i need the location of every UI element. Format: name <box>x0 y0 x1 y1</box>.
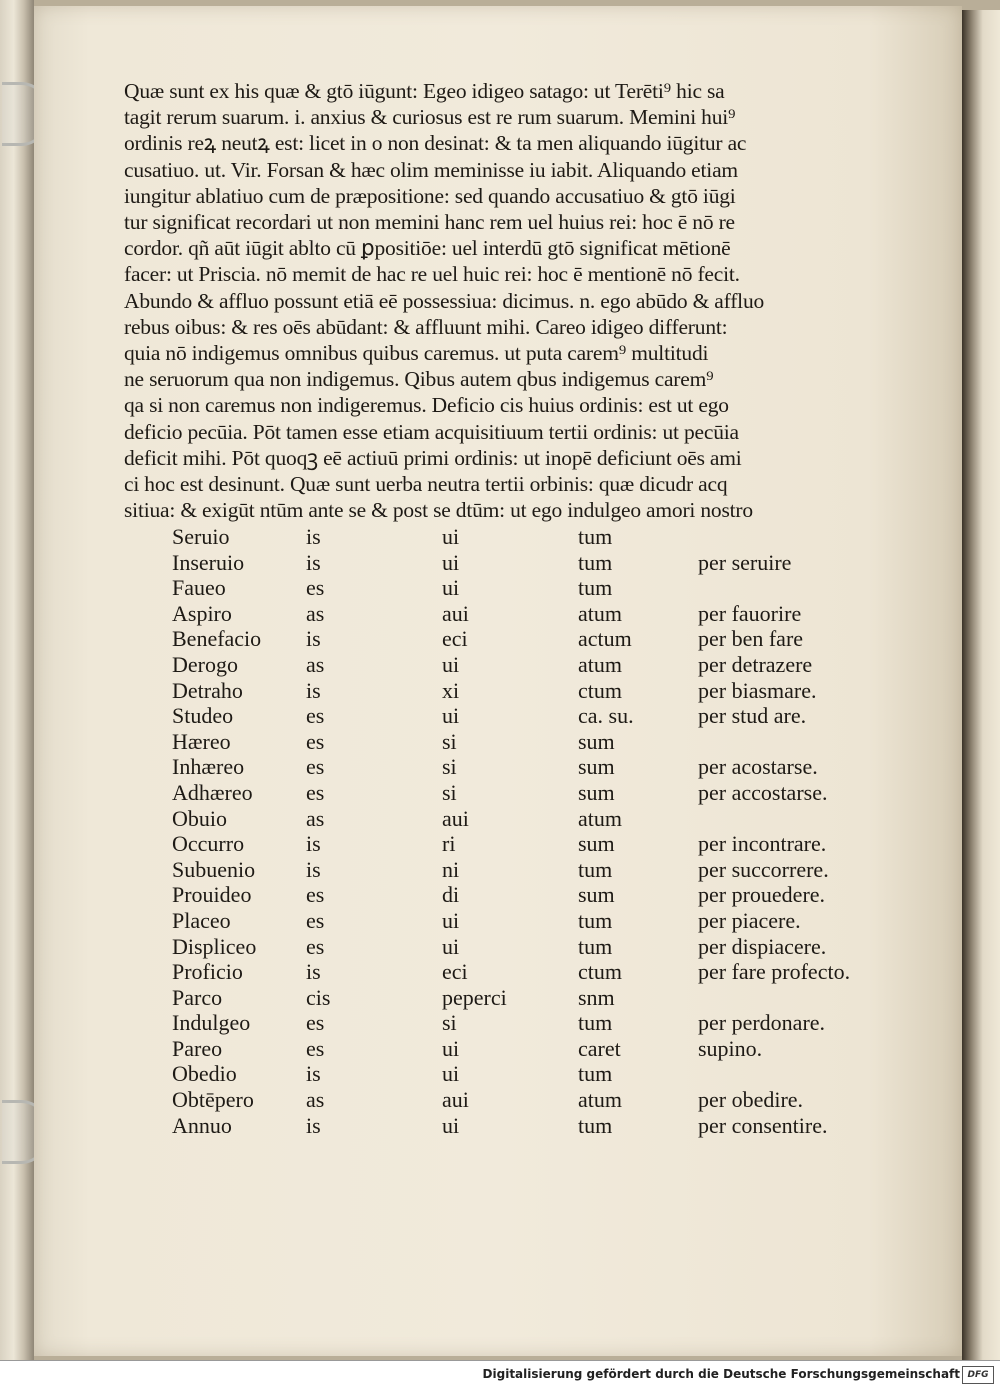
verb-perfect: ui <box>442 549 460 575</box>
text-line: iungitur ablatiuo cum de præpositione: sed quando accusatiuo & gtō iūgi <box>124 183 736 208</box>
verb-perfect: ui <box>442 1061 460 1087</box>
verb-perfect: peperci <box>442 984 507 1010</box>
verb-second-person: is <box>306 831 321 857</box>
verb-perfect: ui <box>442 907 460 933</box>
verb-meaning: per dispiacere. <box>698 933 827 959</box>
verb-perfect: aui <box>442 805 469 831</box>
verb-word: Parco <box>172 984 223 1010</box>
verb-word: Occurro <box>172 831 245 857</box>
verb-word: Inseruio <box>172 549 245 575</box>
verb-supine: tum <box>578 549 613 575</box>
verb-perfect: di <box>442 882 460 908</box>
text-line: ne seruorum qua non indigemus. Qibus autem qbus indigemus carem⁹ <box>124 367 714 392</box>
text-line: cordor. qñ aūt iūgit ablto cū ꝑpositiōe: uel interdū gtō significat mētionē <box>124 236 731 261</box>
verb-second-person: is <box>306 856 321 882</box>
verb-word: Benefacio <box>172 626 262 652</box>
verb-perfect: eci <box>442 626 468 652</box>
verb-second-person: es <box>306 933 325 959</box>
verb-supine: atum <box>578 600 622 626</box>
verb-word: Studeo <box>172 703 234 729</box>
verb-perfect: ni <box>442 856 460 882</box>
verb-supine: tum <box>578 1010 613 1036</box>
left-book-edge <box>0 0 34 1360</box>
verb-supine: tum <box>578 1061 613 1087</box>
verb-perfect: eci <box>442 959 468 985</box>
verb-supine: atum <box>578 651 622 677</box>
verb-second-person: es <box>306 703 325 729</box>
verb-meaning: per succorrere. <box>698 856 829 882</box>
verb-meaning: per fare profecto. <box>698 959 851 985</box>
verb-second-person: as <box>306 651 325 677</box>
verb-supine: tum <box>578 856 613 882</box>
verb-meaning: per seruire <box>698 549 792 575</box>
verb-word: Seruio <box>172 524 230 549</box>
verb-word: Displiceo <box>172 933 257 959</box>
verb-second-person: is <box>306 524 321 549</box>
verb-word: Obuio <box>172 805 227 831</box>
verb-perfect: aui <box>442 1087 469 1113</box>
body-text <box>124 78 914 523</box>
text-line: Abundo & affluo possunt etiā eē possessiua: dicimus. n. ego abūdo & affluo <box>124 288 765 313</box>
verb-word: Placeo <box>172 907 231 933</box>
verb-supine: sum <box>578 728 615 754</box>
verb-word: Annuo <box>172 1112 232 1138</box>
verb-perfect: ui <box>442 933 460 959</box>
verb-meaning: per piacere. <box>698 907 801 933</box>
verb-second-person: as <box>306 600 325 626</box>
verb-meaning: per accostarse. <box>698 779 828 805</box>
dfg-logo: DFG <box>962 1366 994 1384</box>
text-line: rebus oibus: & res oēs abūdant: & affluunt mihi. Careo idigeo differunt: <box>124 314 728 339</box>
verb-second-person: es <box>306 575 325 601</box>
verb-supine: ctum <box>578 677 622 703</box>
verb-supine: tum <box>578 933 613 959</box>
verb-perfect: xi <box>442 677 460 703</box>
verb-supine: ca. su. <box>578 703 634 729</box>
verb-perfect: si <box>442 728 457 754</box>
verb-supine: sum <box>578 882 615 908</box>
text-line: tur significat recordari ut non memini hanc rem uel huius rei: hoc ē nō re <box>124 210 735 235</box>
verb-perfect: ui <box>442 651 460 677</box>
verb-supine: tum <box>578 907 613 933</box>
verb-second-person: es <box>306 728 325 754</box>
verb-supine: sum <box>578 779 615 805</box>
verb-second-person: as <box>306 805 325 831</box>
verb-supine: actum <box>578 626 632 652</box>
verb-word: Detraho <box>172 677 243 703</box>
text-line: ci hoc est desinunt. Quæ sunt uerba neutra tertii orbinis: quæ dicudr acq <box>124 472 728 497</box>
verb-word: Hæreo <box>172 728 231 754</box>
verb-word: Adhæreo <box>172 779 253 805</box>
verb-meaning: supino. <box>698 1035 763 1061</box>
verb-perfect: si <box>442 779 457 805</box>
verb-second-person: es <box>306 754 325 780</box>
verb-supine: atum <box>578 805 622 831</box>
verb-perfect: ui <box>442 1112 460 1138</box>
verb-word: Proficio <box>172 959 243 985</box>
footer-banner <box>0 1360 1000 1388</box>
text-line: cusatiuo. ut. Vir. Forsan & hæc olim meminisse iu iabit. Aliquando etiam <box>124 157 738 182</box>
verb-second-person: is <box>306 959 321 985</box>
text-line: tagit rerum suarum. i. anxius & curiosus est re rum suarum. Memini hui⁹ <box>124 105 736 130</box>
text-line: deficio pecūia. Pōt tamen esse etiam acquisitiuum tertii ordinis: ut pecūia <box>124 419 739 444</box>
text-line: facer: ut Priscia. nō memit de hac re uel huic rei: hoc ē mentionē nō fecit. <box>124 262 740 287</box>
verb-perfect: ui <box>442 1035 460 1061</box>
verb-meaning: per prouedere. <box>698 882 826 908</box>
verb-meaning: per perdonare. <box>698 1010 826 1036</box>
verb-word: Obedio <box>172 1061 237 1087</box>
verb-supine: snm <box>578 984 615 1010</box>
text-line: deficit mihi. Pōt quoqꝫ eē actiuū primi ordinis: ut inopē deficiunt oēs ami <box>124 445 742 470</box>
verb-supine: sum <box>578 831 615 857</box>
verb-meaning: per incontrare. <box>698 831 827 857</box>
verb-second-person: es <box>306 882 325 908</box>
verb-meaning: per biasmare. <box>698 677 817 703</box>
verb-second-person: es <box>306 1010 325 1036</box>
verb-meaning: per fauorire <box>698 600 802 626</box>
verb-word: Derogo <box>172 651 238 677</box>
verb-meaning: per detrazere <box>698 651 813 677</box>
text-line: qa si non caremus non indigeremus. Deficio cis huius ordinis: est ut ego <box>124 393 729 418</box>
text-line: Quæ sunt ex his quæ & gtō iūgunt: Egeo idigeo satago: ut Terēti⁹ hic sa <box>124 79 725 103</box>
verb-second-person: es <box>306 1035 325 1061</box>
verb-meaning: per consentire. <box>698 1112 828 1138</box>
verb-second-person: is <box>306 549 321 575</box>
verb-word: Prouideo <box>172 882 252 908</box>
verb-perfect: aui <box>442 600 469 626</box>
verb-supine: tum <box>578 1112 613 1138</box>
verb-second-person: cis <box>306 984 331 1010</box>
verb-meaning: per ben fare <box>698 626 804 652</box>
verb-perfect: ui <box>442 703 460 729</box>
verb-second-person: as <box>306 1087 325 1113</box>
facing-page-edge <box>962 10 1000 1360</box>
verb-word: Indulgeo <box>172 1010 251 1036</box>
verb-second-person: is <box>306 1061 321 1087</box>
verb-perfect: ri <box>442 831 456 857</box>
verb-second-person: is <box>306 677 321 703</box>
verb-word: Obtēpero <box>172 1087 254 1113</box>
verb-second-person: es <box>306 907 325 933</box>
verb-supine: tum <box>578 524 613 549</box>
verb-second-person: is <box>306 1112 321 1138</box>
text-line: sitiua: & exigūt ntūm ante se & post se dtūm: ut ego indulgeo amori nostro <box>124 498 753 523</box>
verb-meaning: per stud are. <box>698 703 807 729</box>
text-line: ordinis reꝝ neutꝝ est: licet in o non desinat: & ta men aliquando iūgitur ac <box>124 131 747 156</box>
verb-word: Aspiro <box>172 600 232 626</box>
verb-perfect: ui <box>442 575 460 601</box>
verb-perfect: si <box>442 1010 457 1036</box>
verb-word: Inhæreo <box>172 754 245 780</box>
banner-text: Digitalisierung gefördert durch die Deutsche Forschungsgemeinschaft <box>482 1367 960 1381</box>
verb-word: Pareo <box>172 1035 223 1061</box>
text-line: quia nō indigemus omnibus quibus caremus. ut puta carem⁹ multitudi <box>124 341 709 366</box>
verb-meaning: per obedire. <box>698 1087 804 1113</box>
verb-supine: sum <box>578 754 615 780</box>
verb-perfect: ui <box>442 524 460 549</box>
verb-second-person: es <box>306 779 325 805</box>
verb-supine: ctum <box>578 959 622 985</box>
verb-perfect: si <box>442 754 457 780</box>
verb-meaning: per acostarse. <box>698 754 818 780</box>
verb-second-person: is <box>306 626 321 652</box>
verb-supine: caret <box>578 1035 621 1061</box>
verb-supine: atum <box>578 1087 622 1113</box>
verb-word: Subuenio <box>172 856 256 882</box>
verb-word: Faueo <box>172 575 226 601</box>
verb-supine: tum <box>578 575 613 601</box>
